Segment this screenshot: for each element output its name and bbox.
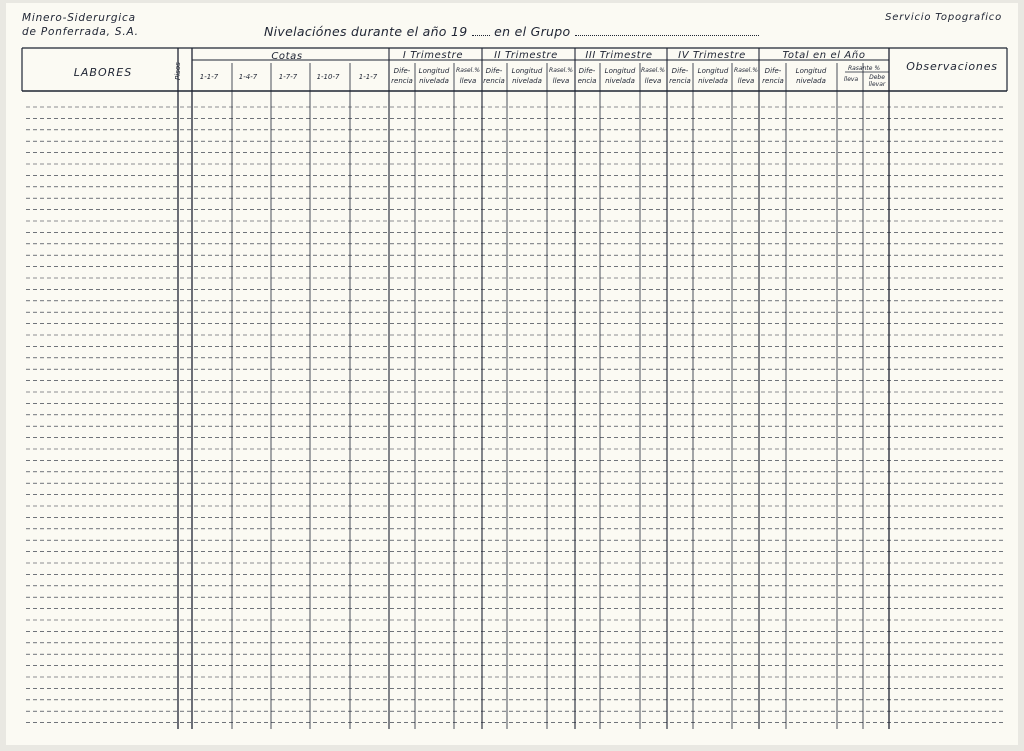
- total-year-header: Total en el Año: [782, 50, 866, 61]
- cota-date-4: 1-10-7: [316, 73, 340, 81]
- q3-diferencia-label-1: Dife-: [578, 67, 596, 75]
- q4-longitud-label-2: nivelada: [698, 77, 728, 85]
- q4-diferencia-label-2: rencia: [669, 77, 691, 85]
- title-group-label: en el Grupo: [494, 24, 571, 39]
- total-longitud-label-2: nivelada: [796, 77, 826, 85]
- form-grid: [6, 3, 1018, 745]
- q1-diferencia-label-2: rencia: [391, 77, 413, 85]
- cota-date-5: 1-1-7: [358, 73, 378, 81]
- total-diferencia-label-1: Dife-: [764, 67, 782, 75]
- q2-rasel-label-2: lleva: [552, 77, 570, 85]
- q3-rasel-label-1: Rasel.%: [641, 67, 665, 74]
- total-debe-label-2: llevar: [868, 81, 886, 88]
- total-debe-label-1: Debe: [869, 74, 885, 81]
- q2-longitud-label-1: Longitud: [511, 67, 543, 75]
- total-longitud-label-1: Longitud: [795, 67, 827, 75]
- q2-diferencia-label-1: Dife-: [485, 67, 503, 75]
- q2-diferencia-label-2: rencia: [483, 77, 505, 85]
- q2-rasel-label-1: Rasel.%: [549, 67, 573, 74]
- q2-longitud-label-2: nivelada: [512, 77, 542, 85]
- q4-longitud-label-1: Longitud: [697, 67, 729, 75]
- labores-header: LABORES: [73, 66, 133, 79]
- observaciones-header: Observaciones: [906, 60, 998, 73]
- cota-date-1: 1-1-7: [199, 73, 219, 81]
- q1-longitud-label-2: nivelada: [419, 77, 449, 85]
- total-lleva-label: lleva: [843, 76, 859, 83]
- company-name-line-2: de Ponferrada, S.A.: [22, 26, 139, 38]
- quarter-4-header: IV Trimestre: [678, 50, 746, 61]
- q4-diferencia-label-1: Dife-: [671, 67, 689, 75]
- q1-rasel-label-2: lleva: [459, 77, 477, 85]
- q1-rasel-label-1: Rasel.%: [456, 67, 480, 74]
- quarter-3-header: III Trimestre: [585, 50, 653, 61]
- q4-rasel-label-1: Rasel.%: [734, 67, 758, 74]
- total-diferencia-label-2: rencia: [762, 77, 784, 85]
- q3-longitud-label-1: Longitud: [604, 67, 636, 75]
- q3-rasel-label-2: lleva: [644, 77, 662, 85]
- total-rasante-label: Rasante %: [847, 65, 881, 72]
- cotas-header: Cotas: [271, 51, 303, 62]
- q1-diferencia-label-1: Dife-: [393, 67, 411, 75]
- q3-diferencia-label-2: encia: [577, 77, 597, 85]
- cota-date-2: 1-4-7: [238, 73, 258, 81]
- quarter-1-header: I Trimestre: [402, 50, 464, 61]
- company-name-line-1: Minero-Siderurgica: [22, 12, 136, 24]
- quarter-2-header: II Trimestre: [494, 50, 558, 61]
- title-year-label: Nivelaciónes durante el año 19: [264, 24, 468, 39]
- q1-longitud-label-1: Longitud: [418, 67, 450, 75]
- cota-date-3: 1-7-7: [278, 73, 298, 81]
- q4-rasel-label-2: lleva: [737, 77, 755, 85]
- q3-longitud-label-2: nivelada: [605, 77, 635, 85]
- form-sheet: [6, 3, 1018, 745]
- pisos-header: Pisos: [174, 62, 182, 80]
- service-name: Servicio Topografico: [885, 12, 1002, 23]
